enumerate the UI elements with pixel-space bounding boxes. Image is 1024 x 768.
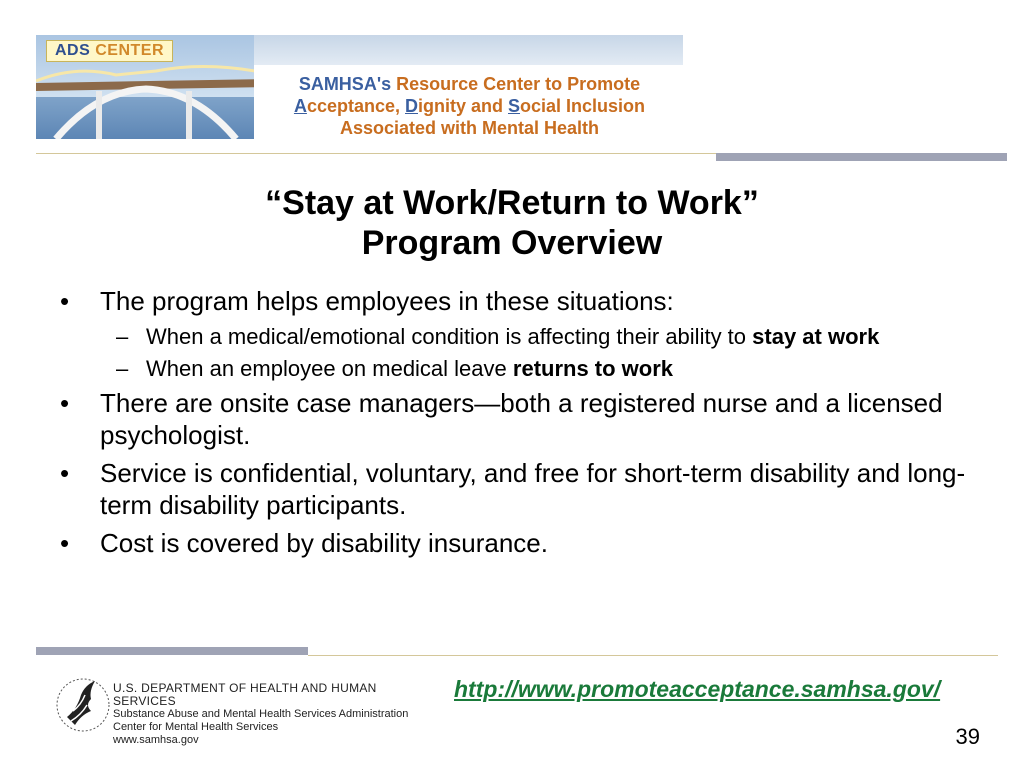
dash-icon: – bbox=[116, 356, 129, 381]
bullet-item bbox=[60, 457, 1000, 521]
sub-bullet-emphasis: returns to work bbox=[512, 356, 674, 381]
hhs-agency-name: Substance Abuse and Mental Health Services Administration bbox=[113, 708, 409, 720]
slide-title-line-2: Program Overview bbox=[361, 224, 663, 262]
hhs-text bbox=[113, 682, 435, 747]
initial-a: A bbox=[293, 96, 307, 116]
sub-bullet-item bbox=[60, 323, 1000, 351]
bullet-item bbox=[60, 387, 1000, 451]
dignity-word: ignity and bbox=[418, 96, 508, 116]
sub-bullet-item bbox=[60, 355, 1000, 383]
hhs-center-name: Center for Mental Health Services bbox=[113, 721, 279, 733]
slide-content bbox=[60, 285, 1000, 565]
banner-line-2 bbox=[262, 95, 677, 117]
bullet-text: Cost is covered by disability insurance. bbox=[100, 528, 548, 558]
center-logo-word: CENTER bbox=[95, 42, 165, 59]
banner-line-3: Associated with Mental Health bbox=[339, 118, 600, 138]
hhs-department-name: U.S. DEPARTMENT OF HEALTH AND HUMAN SERVICES bbox=[113, 681, 377, 708]
initial-d: D bbox=[405, 96, 418, 116]
social-inclusion-word: ocial Inclusion bbox=[520, 96, 646, 116]
banner-title bbox=[262, 73, 677, 139]
sub-bullet-emphasis: stay at work bbox=[752, 324, 880, 349]
sub-bullet-text: When a medical/emotional condition is affecting their ability to bbox=[146, 324, 753, 349]
acceptance-word: cceptance, bbox=[306, 96, 405, 116]
bullet-item bbox=[60, 285, 1000, 317]
banner-top-stripe bbox=[254, 35, 683, 65]
ads-center-logo bbox=[46, 40, 173, 62]
bullet-icon: • bbox=[60, 458, 70, 488]
ads-logo-word: ADS bbox=[55, 42, 91, 59]
hhs-logo-block bbox=[55, 665, 435, 745]
bullet-text: Service is confidential, voluntary, and free for short-term disability and long-term disability participants. bbox=[100, 458, 966, 520]
bullet-icon: • bbox=[60, 388, 70, 418]
bottom-rule-bar bbox=[36, 647, 308, 655]
resource-center-label: Resource Center to Promote bbox=[396, 74, 641, 94]
bullet-text: There are onsite case managers—both a registered nurse and a licensed psychologist. bbox=[100, 388, 943, 450]
bullet-item bbox=[60, 527, 1000, 559]
samhsa-label: SAMHSA's bbox=[298, 74, 397, 94]
bullet-text: The program helps employees in these situations: bbox=[100, 286, 674, 316]
hhs-seal-icon bbox=[55, 665, 111, 745]
slide-title-line-1: “Stay at Work/Return to Work” bbox=[265, 184, 759, 222]
sub-bullet-text: When an employee on medical leave bbox=[146, 356, 513, 381]
banner-line-1 bbox=[262, 73, 677, 95]
website-link[interactable]: http://www.promoteacceptance.samhsa.gov/ bbox=[454, 676, 941, 702]
bottom-rule-line bbox=[308, 655, 998, 656]
bullet-icon: • bbox=[60, 528, 70, 558]
bullet-icon: • bbox=[60, 286, 70, 316]
page-number: 39 bbox=[955, 724, 980, 749]
hhs-website: www.samhsa.gov bbox=[113, 734, 199, 746]
slide-title bbox=[0, 183, 1024, 263]
top-rule-bar bbox=[716, 153, 1007, 161]
top-rule-line bbox=[36, 153, 716, 154]
dash-icon: – bbox=[116, 324, 129, 349]
initial-s: S bbox=[508, 96, 521, 116]
header-banner bbox=[36, 35, 683, 139]
